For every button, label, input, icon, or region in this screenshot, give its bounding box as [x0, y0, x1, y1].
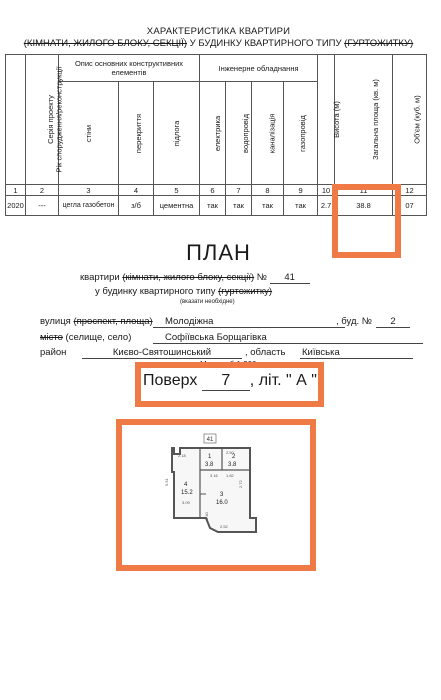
col-num: 11	[335, 185, 393, 196]
apartment-no-label: №	[254, 272, 270, 283]
header-year: Рік спорудження/реконструкції	[6, 55, 26, 185]
cell-year: 2020	[6, 196, 26, 216]
floor-label: Поверх	[143, 372, 198, 389]
header-gas: газопровід	[284, 82, 318, 185]
col-num: 1	[6, 185, 26, 196]
subtitle-struck-text-2: (ГУРТОЖИТКУ)	[344, 38, 414, 49]
street-struck: (проспект, площа)	[73, 316, 153, 327]
note-text: (вказати необхідне)	[180, 299, 235, 305]
apartment-line	[80, 272, 310, 284]
header-engineering-group: Інженерне обладнання	[200, 55, 318, 82]
dim-label: 2.72	[238, 480, 243, 488]
dim-label: 5.51	[164, 478, 169, 486]
cell-water: так	[226, 196, 252, 216]
floor-plan-drawing	[160, 432, 280, 542]
floor-number: 7	[202, 372, 250, 391]
region-label: , область	[245, 347, 286, 358]
header-height: Висота (м)	[318, 55, 335, 185]
col-num: 3	[59, 185, 119, 196]
header-floors: підлога	[154, 82, 200, 185]
header-ceilings: перекриття	[119, 82, 154, 185]
city-value: Софіївська Борщагівка	[153, 332, 423, 344]
room-1-number: 1	[208, 454, 212, 460]
col-num: 12	[393, 185, 427, 196]
header-volume: Об'єм (куб. м)	[393, 55, 427, 185]
cell-height: 2.7	[318, 196, 335, 216]
apartment-label: квартири	[80, 272, 123, 283]
col-num: 9	[284, 185, 318, 196]
header-area: Загальна площа (кв. м)	[335, 55, 393, 185]
dim-label: 2.18	[178, 453, 186, 458]
district-label: район	[40, 347, 67, 358]
house-number: 2	[376, 316, 410, 328]
apartment-number: 41	[270, 272, 310, 284]
header-elements-group: Опис основних конструктивних елементів	[59, 55, 200, 82]
col-num: 7	[226, 185, 252, 196]
region-value: Київська	[300, 347, 413, 359]
dim-label: 2.52	[220, 524, 228, 529]
district-value: Києво-Святошинський	[82, 347, 242, 359]
room-2-area: 3.8	[228, 462, 237, 468]
cell-area: 38.8	[335, 196, 393, 216]
header-walls: стіни	[59, 82, 119, 185]
header-series: Серія проекту	[26, 55, 59, 185]
col-num: 5	[154, 185, 200, 196]
subtitle-middle-text: У БУДИНКУ КВАРТИРНОГО ТИПУ	[187, 38, 345, 49]
room-4-area: 15.2	[181, 490, 193, 496]
col-num: 2	[26, 185, 59, 196]
letter-end: "	[311, 372, 317, 389]
room-2-number: 2	[232, 454, 236, 460]
col-num: 4	[119, 185, 154, 196]
dim-label: 2.50	[226, 450, 234, 455]
dim-label: 3.16	[210, 473, 218, 478]
apartment-struck: (кімнати, жилого блоку, секції)	[122, 272, 255, 283]
cell-ceilings: з/б	[119, 196, 154, 216]
dim-label: 1.82	[226, 473, 234, 478]
col-num: 10	[318, 185, 335, 196]
cell-series: ---	[26, 196, 59, 216]
city-label-alt: (селище, село)	[62, 332, 132, 343]
header-water: водопровід	[226, 82, 252, 185]
col-num: 8	[252, 185, 284, 196]
street-label: вулиця	[40, 316, 74, 327]
dim-label: 3.09	[182, 500, 190, 505]
floor-line	[143, 372, 317, 391]
room-3-area: 16.0	[216, 500, 228, 506]
building-line	[95, 286, 272, 297]
room-4-number: 4	[184, 482, 188, 488]
cell-gas: так	[284, 196, 318, 216]
header-electric: електрика	[200, 82, 226, 185]
apartment-tag: 41	[206, 437, 214, 443]
room-1-area: 3.8	[205, 462, 214, 468]
dim-label: 2.40	[204, 512, 209, 520]
city-line	[40, 332, 131, 343]
street-line	[40, 316, 153, 327]
header-sewer: каналізація	[252, 82, 284, 185]
letter-value: А	[296, 372, 307, 389]
subtitle-struck-text: (КІМНАТИ, ЖИЛОГО БЛОКУ, СЕКЦІЇ)	[23, 38, 187, 49]
document-title: ХАРАКТЕРИСТИКА КВАРТИРИ	[146, 26, 291, 37]
cell-sewer: так	[252, 196, 284, 216]
street-value: Молодіжна	[153, 316, 345, 328]
document-subtitle	[0, 38, 437, 49]
col-num: 6	[200, 185, 226, 196]
plan-title: ПЛАН	[186, 240, 251, 265]
room-3-number: 3	[220, 492, 224, 498]
letter-label: , літ. "	[249, 372, 292, 389]
cell-electric: так	[200, 196, 226, 216]
cell-volume: 07	[393, 196, 427, 216]
building-label: у будинку квартирного типу	[95, 286, 219, 297]
city-label: місто	[40, 332, 63, 343]
building-struck: (гуртожитку)	[218, 286, 273, 297]
cell-walls: цегла газобетон	[59, 196, 119, 216]
cell-floors: цементна	[154, 196, 200, 216]
house-label: , буд. №	[336, 316, 372, 327]
